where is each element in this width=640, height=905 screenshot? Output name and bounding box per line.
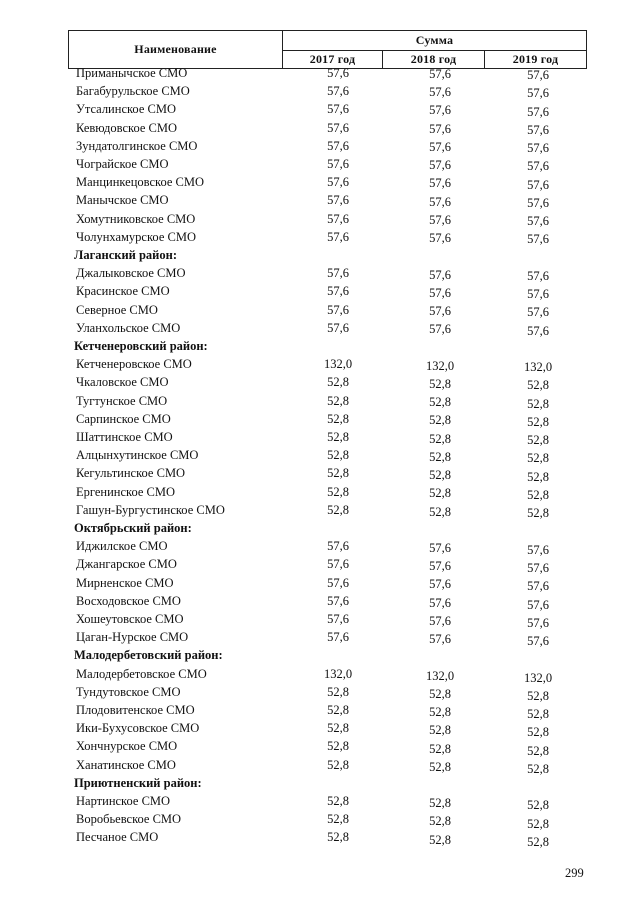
amount-2018: 52,8 xyxy=(429,686,451,701)
amount-2017: 52,8 xyxy=(327,757,349,772)
table-row xyxy=(0,665,640,683)
district-name: Кетченеровский район: xyxy=(74,339,208,353)
amount-2017: 57,6 xyxy=(327,211,349,226)
amount-2018: 57,6 xyxy=(429,303,451,318)
table-row xyxy=(0,82,640,100)
municipality-name: Гашун-Бургустинское СМО xyxy=(76,502,225,517)
table-row xyxy=(0,319,640,337)
amount-2017: 57,6 xyxy=(327,84,349,99)
amount-2017: 52,8 xyxy=(327,812,349,827)
table-row xyxy=(0,683,640,701)
amount-2017: 57,6 xyxy=(327,157,349,171)
amount-2019: 57,6 xyxy=(527,579,549,594)
municipality-name: Тугтунское СМО xyxy=(76,393,168,408)
amount-2019: 52,8 xyxy=(527,725,549,740)
district-name: Приютненский район: xyxy=(74,775,202,790)
municipality-name: Манцинкецовское СМО xyxy=(76,175,205,190)
amount-2017: 132,0 xyxy=(323,666,353,681)
amount-2017: 57,6 xyxy=(327,138,349,153)
amount-2017: 57,6 xyxy=(327,539,349,554)
amount-2019: 52,8 xyxy=(527,433,549,448)
table-row xyxy=(0,100,640,118)
table-row xyxy=(0,483,640,501)
amount-2017: 52,8 xyxy=(327,830,349,845)
amount-2019: 52,8 xyxy=(527,378,549,393)
amount-2018: 57,6 xyxy=(429,613,451,628)
amount-2019: 57,6 xyxy=(527,305,549,320)
amount-2018: 52,8 xyxy=(429,431,451,446)
amount-2019: 52,8 xyxy=(527,506,549,521)
amount-2018: 52,8 xyxy=(429,741,451,756)
municipality-name: Сарпинское СМО xyxy=(76,411,171,426)
municipality-name: Багабурульское СМО xyxy=(76,84,190,99)
table-row xyxy=(0,610,640,628)
amount-2018: 52,8 xyxy=(429,832,451,847)
amount-2017: 57,6 xyxy=(327,66,349,80)
municipality-name: Хончнурское СМО xyxy=(76,739,178,754)
table-row xyxy=(0,828,640,849)
amount-2017: 52,8 xyxy=(327,430,349,444)
table-row xyxy=(0,191,640,209)
district-heading-row xyxy=(0,337,640,355)
amount-2018: 57,6 xyxy=(429,322,451,337)
header-year-2018: 2018 год xyxy=(410,52,457,66)
amount-2019: 57,6 xyxy=(527,195,549,210)
municipality-name: Чолунхамурское СМО xyxy=(76,229,196,244)
municipality-name: Северное СМО xyxy=(76,302,158,317)
amount-2018: 52,8 xyxy=(429,486,451,501)
amount-2017: 52,8 xyxy=(327,721,349,736)
table-row xyxy=(0,64,640,82)
amount-2019: 57,6 xyxy=(527,615,549,630)
table-row xyxy=(0,173,640,191)
amount-2019: 52,8 xyxy=(527,414,549,429)
amount-2019: 52,8 xyxy=(527,834,549,849)
header-year-2017: 2017 год xyxy=(309,52,356,66)
amount-2018: 52,8 xyxy=(429,376,451,391)
table-row xyxy=(0,446,640,464)
amount-2019: 52,8 xyxy=(527,798,549,813)
amount-2017: 52,8 xyxy=(327,466,349,481)
table-row xyxy=(0,301,640,319)
municipality-name: Цаган-Нурское СМО xyxy=(76,630,189,645)
municipality-name: Приманычское СМО xyxy=(76,66,188,80)
amount-2018: 57,6 xyxy=(429,85,451,100)
amount-2018: 57,6 xyxy=(429,559,451,574)
municipality-name: Кетченеровское СМО xyxy=(76,357,192,372)
amount-2017: 52,8 xyxy=(327,375,349,390)
amount-2019: 57,6 xyxy=(527,232,549,247)
amount-2018: 57,6 xyxy=(429,285,451,300)
amount-2019: 57,6 xyxy=(527,214,549,229)
page-number: 299 xyxy=(565,866,584,880)
amount-2019: 52,8 xyxy=(527,816,549,831)
table-row xyxy=(0,119,640,137)
amount-2019: 57,6 xyxy=(527,634,549,649)
amount-2017: 57,6 xyxy=(327,193,349,208)
amount-2018: 132,0 xyxy=(425,668,455,683)
table-row xyxy=(0,282,640,300)
municipality-name: Тундутовское СМО xyxy=(76,684,181,699)
header-name-column: Наименование xyxy=(134,42,217,56)
amount-2018: 52,8 xyxy=(429,468,451,483)
amount-2017: 52,8 xyxy=(327,739,349,754)
header-year-2019: 2019 год xyxy=(512,52,559,66)
municipality-name: Шаттинское СМО xyxy=(76,430,173,444)
amount-2019: 52,8 xyxy=(527,761,549,776)
municipality-name: Алцынхутинское СМО xyxy=(76,448,199,463)
amount-2019: 52,8 xyxy=(527,451,549,466)
table-row xyxy=(0,464,640,482)
amount-2018: 57,6 xyxy=(429,577,451,592)
municipality-name: Малодербетовское СМО xyxy=(76,666,207,681)
amount-2017: 57,6 xyxy=(327,120,349,135)
municipality-name: Хомутниковское СМО xyxy=(76,211,196,226)
district-heading-row xyxy=(0,774,640,792)
municipality-name: Зундатолгинское СМО xyxy=(76,138,198,153)
amount-2019: 57,6 xyxy=(527,141,549,156)
amount-2018: 57,6 xyxy=(429,103,451,118)
municipality-name: Джалыковское СМО xyxy=(76,266,186,281)
table-row xyxy=(0,210,640,228)
municipality-name: Кевюдовское СМО xyxy=(76,120,177,135)
table-row xyxy=(0,756,640,774)
amount-2017: 52,8 xyxy=(327,794,349,808)
table-row xyxy=(0,428,640,446)
municipality-name: Уланхольское СМО xyxy=(76,320,181,335)
municipality-name: Песчаное СМО xyxy=(76,830,159,845)
amount-2018: 57,6 xyxy=(429,176,451,191)
municipality-name: Манычское СМО xyxy=(76,193,169,208)
amount-2018: 52,8 xyxy=(429,705,451,720)
amount-2019: 57,6 xyxy=(527,561,549,575)
amount-2019: 52,8 xyxy=(527,469,549,484)
amount-2017: 57,6 xyxy=(327,266,349,281)
amount-2019: 52,8 xyxy=(527,487,549,502)
amount-2019: 57,6 xyxy=(527,122,549,137)
amount-2019: 57,6 xyxy=(527,597,549,612)
amount-2019: 52,8 xyxy=(527,743,549,758)
amount-2017: 57,6 xyxy=(327,630,349,645)
table-row xyxy=(0,228,640,246)
table-row xyxy=(0,719,640,740)
table-row xyxy=(0,810,640,831)
district-heading-row xyxy=(0,519,640,537)
municipality-name: Ики-Бухусовское СМО xyxy=(76,721,200,736)
amount-2017: 57,6 xyxy=(327,175,349,190)
amount-2017: 57,6 xyxy=(327,284,349,299)
amount-2018: 57,6 xyxy=(429,139,451,154)
municipality-name: Нартинское СМО xyxy=(76,794,171,808)
municipality-name: Плодовитенское СМО xyxy=(76,703,195,717)
amount-2018: 57,6 xyxy=(429,67,451,81)
amount-2018: 57,6 xyxy=(429,231,451,246)
amount-2019: 132,0 xyxy=(523,360,553,375)
amount-2019: 57,6 xyxy=(527,104,549,119)
amount-2017: 57,6 xyxy=(327,593,349,608)
amount-2018: 52,8 xyxy=(429,395,451,410)
amount-2018: 52,8 xyxy=(429,759,451,774)
table-row xyxy=(0,628,640,649)
table-row xyxy=(0,592,640,610)
amount-2017: 132,0 xyxy=(323,357,353,372)
amount-2019: 57,6 xyxy=(527,159,549,174)
amount-2017: 52,8 xyxy=(327,502,349,517)
district-name: Октябрьский район: xyxy=(74,521,192,535)
municipality-name: Утсалинское СМО xyxy=(76,102,176,117)
amount-2017: 57,6 xyxy=(327,229,349,244)
table-row xyxy=(0,501,640,519)
table-row xyxy=(0,701,640,722)
amount-2019: 57,6 xyxy=(527,287,549,302)
amount-2017: 57,6 xyxy=(327,102,349,117)
amount-2019: 57,6 xyxy=(527,68,549,82)
table-row xyxy=(0,792,640,813)
amount-2019: 57,6 xyxy=(527,177,549,192)
table-row xyxy=(0,737,640,758)
district-heading-row xyxy=(0,646,640,664)
amount-2018: 57,6 xyxy=(429,540,451,555)
table-row xyxy=(0,574,640,592)
amount-2017: 57,6 xyxy=(327,575,349,590)
municipality-name: Кегультинское СМО xyxy=(76,466,186,481)
amount-2018: 57,6 xyxy=(429,595,451,610)
amount-2018: 52,8 xyxy=(429,814,451,829)
amount-2018: 52,8 xyxy=(429,723,451,738)
amount-2017: 52,8 xyxy=(327,411,349,426)
amount-2019: 57,6 xyxy=(527,268,549,283)
amount-2019: 52,8 xyxy=(527,688,549,703)
municipality-name: Воробьевское СМО xyxy=(76,812,182,827)
amount-2019: 57,6 xyxy=(527,86,549,101)
amount-2018: 57,6 xyxy=(429,121,451,136)
table-row xyxy=(0,355,640,373)
amount-2017: 52,8 xyxy=(327,484,349,499)
amount-2017: 52,8 xyxy=(327,448,349,463)
municipality-name: Джангарское СМО xyxy=(76,557,177,572)
amount-2017: 57,6 xyxy=(327,612,349,626)
amount-2018: 52,8 xyxy=(429,796,451,811)
municipality-name: Красинское СМО xyxy=(76,284,170,299)
district-name: Лаганский район: xyxy=(74,248,177,262)
table-row xyxy=(0,373,640,391)
amount-2018: 57,6 xyxy=(429,158,451,173)
municipality-name: Хошеутовское СМО xyxy=(76,612,184,626)
amount-2018: 52,8 xyxy=(429,504,451,519)
district-name: Малодербетовский район: xyxy=(74,648,223,663)
amount-2017: 57,6 xyxy=(327,302,349,317)
amount-2019: 52,8 xyxy=(527,396,549,411)
amount-2019: 57,6 xyxy=(527,542,549,557)
amount-2019: 52,8 xyxy=(527,707,549,722)
table-row xyxy=(0,392,640,410)
table-row xyxy=(0,410,640,428)
amount-2018: 52,8 xyxy=(429,449,451,464)
amount-2018: 52,8 xyxy=(429,413,451,428)
table-row xyxy=(0,155,640,173)
header-sum-column: Сумма xyxy=(415,33,454,47)
amount-2017: 52,8 xyxy=(327,703,349,717)
municipality-name: Ергенинское СМО xyxy=(76,484,176,499)
amount-2018: 132,0 xyxy=(425,358,455,373)
amount-2017: 57,6 xyxy=(327,320,349,335)
municipality-name: Иджилское СМО xyxy=(76,539,168,554)
table-row xyxy=(0,264,640,282)
amount-2018: 57,6 xyxy=(429,212,451,227)
amount-2017: 52,8 xyxy=(327,684,349,699)
amount-2018: 57,6 xyxy=(429,194,451,209)
municipality-name: Чкаловское СМО xyxy=(76,375,169,390)
district-heading-row xyxy=(0,246,640,264)
amount-2017: 52,8 xyxy=(327,393,349,408)
amount-2017: 57,6 xyxy=(327,557,349,572)
municipality-name: Мирненское СМО xyxy=(76,575,174,590)
table-row xyxy=(0,555,640,573)
amount-2019: 132,0 xyxy=(523,670,553,685)
municipality-name: Восходовское СМО xyxy=(76,593,181,608)
municipality-name: Чограйское СМО xyxy=(76,157,169,171)
amount-2019: 57,6 xyxy=(527,323,549,338)
table-row xyxy=(0,537,640,555)
municipality-name: Ханатинское СМО xyxy=(76,757,176,772)
amount-2018: 57,6 xyxy=(429,632,451,647)
table-row xyxy=(0,137,640,155)
amount-2018: 57,6 xyxy=(429,267,451,282)
